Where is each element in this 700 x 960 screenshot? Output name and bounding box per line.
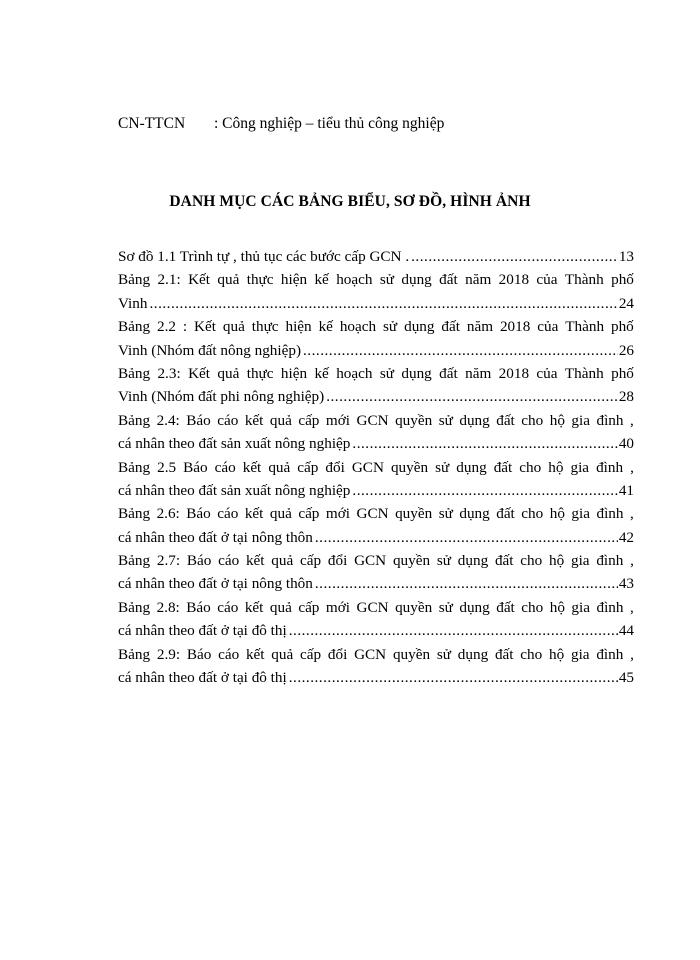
toc-entry[interactable]	[118, 481, 634, 504]
toc-title-word: sử	[438, 598, 453, 616]
toc-entry[interactable]	[118, 341, 634, 364]
toc-title-word: sử	[435, 458, 450, 476]
toc-title-word: sử	[379, 271, 394, 289]
toc-title-word: cấp	[300, 552, 322, 570]
toc-title-word: Bảng	[118, 505, 151, 523]
toc-title-word: gia	[571, 598, 590, 616]
toc-title-word: của	[536, 271, 558, 289]
toc-title-word: kế	[314, 364, 329, 382]
toc-title-word: đình	[596, 505, 624, 523]
toc-title-word: phố	[610, 318, 634, 336]
toc-title-word: đất	[493, 458, 513, 476]
toc-title-word: ,	[629, 411, 634, 429]
list-heading: DANH MỤC CÁC BẢNG BIỂU, SƠ ĐỒ, HÌNH ẢNH	[169, 193, 531, 210]
toc-title-word: quả	[269, 411, 292, 429]
toc-entry-title-line	[118, 270, 634, 293]
toc-title-word: 2.1:	[157, 271, 181, 289]
toc-title-word: đất	[439, 271, 458, 289]
toc-title-word: đất	[439, 364, 458, 382]
toc-page-number: 41	[618, 481, 634, 499]
toc-entry[interactable]	[118, 621, 634, 644]
toc-title-word: kết	[244, 505, 264, 523]
toc-title-word: dụng	[457, 552, 489, 570]
toc-dot-leader	[149, 294, 617, 314]
toc-title-word: Thành	[565, 318, 605, 336]
toc-title-word: sử	[436, 645, 451, 663]
toc-title-word: quyền	[392, 645, 431, 663]
toc-page-number: 45	[618, 669, 634, 687]
toc-title-word: mới	[325, 598, 350, 616]
toc-title-word: hộ	[549, 552, 565, 570]
toc-entry-title-line	[118, 551, 634, 574]
toc-title-word: đình	[596, 552, 624, 570]
toc-dot-leader	[289, 621, 618, 641]
abbreviation-key: CN-TTCN	[118, 115, 186, 132]
toc-title-word: 2.4:	[156, 411, 180, 429]
toc-title-word: dụng	[459, 411, 490, 429]
toc-entry-title: cá nhân theo đất sản xuất nông nghiệp	[118, 435, 351, 453]
toc-title-word: sử	[436, 552, 451, 570]
toc-title-word: quả	[268, 458, 291, 476]
toc-title-word: ,	[630, 458, 634, 476]
toc-title-word: 2.9:	[156, 645, 181, 663]
toc-title-word: cho	[521, 411, 544, 429]
toc-entry-title-line	[118, 645, 634, 668]
toc-title-word: cáo	[217, 411, 239, 429]
toc-title-word: dụng	[459, 505, 490, 523]
toc-title-word: hộ	[549, 505, 565, 523]
toc-title-word: quả	[271, 552, 294, 570]
toc-title-word: dụng	[457, 645, 489, 663]
toc-title-word: sử	[379, 364, 394, 382]
toc-title-word: hộ	[549, 598, 565, 616]
toc-page-number: 26	[618, 341, 634, 359]
toc-entry[interactable]	[118, 434, 634, 457]
toc-title-word: quyền	[390, 458, 429, 476]
toc-title-word: 2.3:	[157, 364, 181, 382]
toc-title-word: Bảng	[118, 552, 151, 570]
toc-title-word: Kết	[188, 364, 210, 382]
toc-title-word: cấp	[300, 645, 322, 663]
toc-dot-leader	[411, 247, 618, 267]
toc-title-word: Thành	[564, 271, 604, 289]
toc-title-word: 2018	[499, 318, 531, 336]
toc-entry-title: Vinh	[118, 294, 148, 312]
toc-title-word: hoạch	[336, 364, 373, 382]
toc-title-word: 2.7:	[156, 552, 181, 570]
toc-title-word: kế	[318, 318, 333, 336]
toc-title-word: đất	[441, 318, 460, 336]
toc-title-word: thực	[251, 318, 279, 336]
toc-title-word: dụng	[401, 364, 432, 382]
toc-title-word: cáo	[217, 598, 239, 616]
toc-title-word: cáo	[217, 505, 239, 523]
toc-title-word: của	[536, 364, 558, 382]
toc-entry-title: cá nhân theo đất ở tại đô thị	[118, 622, 287, 640]
toc-title-word: kế	[314, 271, 329, 289]
toc-title-word: gia	[570, 552, 590, 570]
toc-page-number: 42	[618, 528, 634, 546]
table-of-contents	[118, 247, 634, 691]
toc-dot-leader	[289, 668, 618, 688]
toc-title-word: cáo	[218, 552, 240, 570]
toc-title-word: GCN	[356, 411, 389, 429]
toc-title-word: năm	[465, 364, 492, 382]
toc-title-word: cấp	[297, 458, 319, 476]
toc-title-word: dụng	[401, 271, 432, 289]
toc-title-word: quả	[269, 598, 292, 616]
abbreviation-definition: : Công nghiệp – tiểu thủ công nghiệp	[214, 115, 445, 132]
toc-title-word: cho	[520, 552, 543, 570]
toc-title-word: quyền	[395, 411, 433, 429]
toc-title-word: cho	[519, 458, 542, 476]
toc-entry[interactable]	[118, 294, 634, 317]
toc-title-word: của	[537, 318, 559, 336]
toc-title-word: dụng	[456, 458, 487, 476]
toc-title-word: hiện	[285, 318, 312, 336]
toc-title-word: hoạch	[336, 271, 373, 289]
toc-title-word: dụng	[404, 318, 435, 336]
toc-title-word: :	[182, 318, 188, 336]
toc-title-word: kết	[245, 645, 265, 663]
toc-title-word: Bảng	[118, 364, 151, 382]
toc-entry-title: cá nhân theo đất ở tại đô thị	[118, 669, 287, 687]
toc-title-word: Bảng	[118, 645, 151, 663]
toc-title-word: đình	[596, 458, 624, 476]
toc-page-number: 24	[618, 294, 634, 312]
toc-title-word: cấp	[298, 505, 320, 523]
toc-title-word: Bảng	[118, 271, 151, 289]
toc-title-word: quả	[222, 318, 245, 336]
toc-title-word: hoạch	[339, 318, 377, 336]
toc-title-word: 2.5	[157, 458, 177, 476]
toc-title-word: GCN	[351, 458, 384, 476]
toc-title-word: đất	[496, 505, 515, 523]
toc-title-word: ,	[630, 645, 634, 663]
toc-title-word: GCN	[354, 552, 387, 570]
toc-title-word: ,	[630, 552, 634, 570]
toc-title-word: Báo	[186, 552, 212, 570]
abbreviation-row	[118, 114, 444, 134]
toc-title-word: sử	[383, 318, 398, 336]
toc-title-word: hộ	[548, 458, 564, 476]
toc-title-word: dụng	[459, 598, 490, 616]
toc-title-word: ,	[629, 505, 634, 523]
toc-entry-title: cá nhân theo đất ở tại nông thôn	[118, 575, 313, 593]
toc-title-word: đổi	[325, 458, 345, 476]
toc-title-word: cho	[521, 505, 544, 523]
toc-dot-leader	[352, 434, 617, 454]
toc-title-word: đình	[596, 645, 624, 663]
toc-title-word: Kết	[188, 271, 210, 289]
toc-title-word: sử	[438, 505, 453, 523]
toc-title-word: quả	[217, 271, 240, 289]
toc-title-word: cáo	[218, 645, 240, 663]
toc-title-word: đất	[494, 645, 514, 663]
toc-title-word: 2018	[498, 364, 530, 382]
toc-title-word: đình	[596, 598, 624, 616]
toc-title-word: cấp	[298, 598, 320, 616]
toc-title-word: kết	[245, 552, 265, 570]
toc-dot-leader	[352, 481, 617, 501]
toc-title-word: cáo	[214, 458, 236, 476]
toc-entry-title-line	[118, 598, 634, 621]
toc-entry[interactable]	[118, 668, 634, 691]
toc-page-number: 13	[618, 248, 634, 265]
toc-title-word: Bảng	[118, 318, 151, 336]
toc-page-number: 44	[618, 622, 634, 640]
toc-title-word: gia	[570, 458, 590, 476]
toc-title-word: Báo	[186, 505, 211, 523]
toc-title-word: đình	[596, 411, 624, 429]
toc-title-word: thực	[246, 271, 274, 289]
toc-title-word: quả	[217, 364, 240, 382]
toc-title-word: 2.2	[156, 318, 176, 336]
toc-entry[interactable]	[118, 387, 634, 410]
toc-title-word: đất	[496, 598, 515, 616]
toc-title-word: kết	[244, 411, 264, 429]
toc-title-word: hiện	[280, 364, 308, 382]
toc-title-word: cho	[521, 598, 544, 616]
toc-page-number: 28	[618, 388, 634, 406]
toc-entry[interactable]	[118, 528, 634, 551]
toc-title-word: Báo	[186, 411, 211, 429]
toc-entry-title-line	[118, 317, 634, 340]
toc-dot-leader	[315, 528, 618, 548]
toc-entry[interactable]	[118, 574, 634, 597]
toc-entry-title-line	[118, 458, 634, 481]
toc-title-word: gia	[570, 645, 590, 663]
toc-title-word: quyền	[392, 552, 431, 570]
toc-title-word: sử	[438, 411, 453, 429]
toc-title-word: quả	[269, 505, 292, 523]
toc-title-word: GCN	[354, 645, 387, 663]
toc-title-word: phố	[611, 271, 634, 289]
toc-title-word: quyền	[395, 505, 433, 523]
toc-title-word: Báo	[186, 598, 211, 616]
toc-title-word: GCN	[356, 505, 389, 523]
toc-page-number: 40	[618, 435, 634, 453]
toc-title-word: Kết	[194, 318, 216, 336]
toc-title-word: mới	[325, 411, 350, 429]
toc-title-word: mới	[325, 505, 350, 523]
toc-title-word: quả	[271, 645, 294, 663]
toc-title-word: năm	[465, 271, 492, 289]
toc-title-word: 2.8:	[156, 598, 180, 616]
toc-title-word: đổi	[327, 552, 348, 570]
toc-title-word: kết	[244, 598, 264, 616]
toc-title-word: năm	[466, 318, 494, 336]
toc-entry[interactable]	[118, 247, 634, 270]
toc-title-word: Bảng	[118, 598, 151, 616]
toc-entry-title: Vinh (Nhóm đất phi nông nghiệp)	[118, 388, 325, 406]
toc-dot-leader	[315, 574, 618, 594]
toc-title-word: cấp	[298, 411, 320, 429]
toc-dot-leader	[303, 341, 618, 361]
toc-entry-title: Sơ đồ 1.1 Trình tự , thủ tục các bước cấp GCN .	[118, 248, 410, 265]
toc-title-word: GCN	[356, 598, 389, 616]
toc-entry-title: cá nhân theo đất sản xuất nông nghiệp	[118, 481, 351, 499]
toc-entry-title: cá nhân theo đất ở tại nông thôn	[118, 528, 313, 546]
toc-title-word: Báo	[183, 458, 208, 476]
toc-title-word: hiện	[280, 271, 308, 289]
toc-title-word: cho	[520, 645, 543, 663]
toc-title-word: hộ	[549, 411, 565, 429]
toc-title-word: đất	[494, 552, 514, 570]
toc-title-word: Bảng	[118, 411, 151, 429]
toc-title-word: đổi	[327, 645, 348, 663]
toc-title-word: phố	[611, 364, 634, 382]
toc-title-word: hộ	[549, 645, 565, 663]
toc-entry-title-line	[118, 504, 634, 527]
toc-dot-leader	[326, 387, 618, 407]
toc-title-word: 2.6:	[156, 505, 180, 523]
toc-entry-title-line	[118, 364, 634, 387]
toc-title-word: gia	[571, 411, 590, 429]
toc-title-word: gia	[571, 505, 590, 523]
toc-title-word: 2018	[498, 271, 530, 289]
toc-title-word: đất	[496, 411, 515, 429]
toc-page-number: 43	[618, 575, 634, 593]
toc-title-word: ,	[629, 598, 634, 616]
toc-entry-title: Vinh (Nhóm đất nông nghiệp)	[118, 341, 301, 359]
toc-entry-title-line	[118, 411, 634, 434]
toc-title-word: Bảng	[118, 458, 151, 476]
toc-title-word: kết	[242, 458, 262, 476]
toc-title-word: quyền	[395, 598, 433, 616]
toc-title-word: thực	[246, 364, 274, 382]
toc-title-word: Thành	[564, 364, 604, 382]
toc-title-word: Báo	[186, 645, 212, 663]
